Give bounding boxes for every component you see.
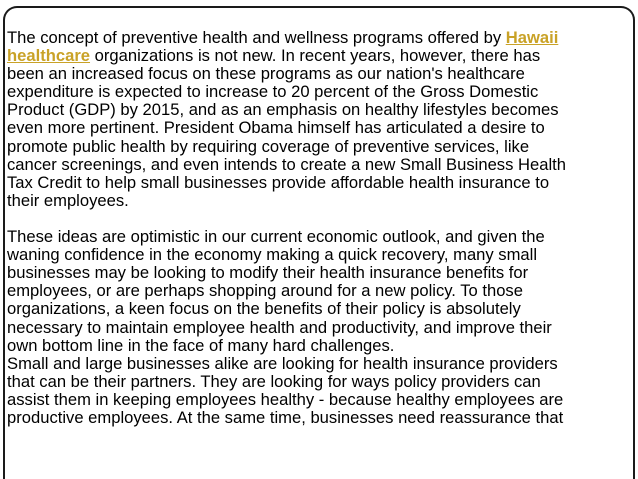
hawaii-link[interactable]: Hawaii [505, 28, 559, 47]
text-segment: organizations is not new. In recent years, however, there has [90, 46, 541, 66]
text-line: productive employees. At the same time, businesses need reassurance that [7, 407, 564, 427]
healthcare-link[interactable]: healthcare [7, 46, 91, 66]
text-segment: The concept of preventive health and wellness programs offered by [7, 28, 506, 47]
text-line: businesses may be looking to modify their health insurance benefits for [7, 263, 529, 283]
text-line [7, 47, 627, 65]
text-line: organizations, a keen focus on the benefits of their policy is absolutely [7, 299, 521, 319]
text-line: assist them in keeping employees healthy - because healthy employees are [7, 389, 564, 409]
text-line: Tax Credit to help small businesses provide affordable health insurance to [7, 172, 550, 192]
text-line: employees, or are perhaps shopping around for a new policy. To those [7, 281, 523, 301]
text-line: promote public health by requiring coverage of preventive services, like [7, 136, 530, 156]
text-line: expenditure is expected to increase to 20 percent of the Gross Domestic [7, 82, 539, 102]
text-line: cancer screenings, and even intends to create a new Small Business Health [7, 154, 566, 174]
text-line: their employees. [7, 190, 129, 210]
text-line: These ideas are optimistic in our current economic outlook, and given the [7, 227, 545, 247]
text-line: necessary to maintain employee health and productivity, and improve their [7, 317, 552, 337]
text-line: even more pertinent. President Obama himself has articulated a desire to [7, 118, 545, 138]
text-line: Small and large businesses alike are looking for health insurance providers [7, 353, 558, 373]
body-text [7, 29, 627, 427]
text-line [7, 29, 627, 47]
text-line: been an increased focus on these programs as our nation's healthcare [7, 64, 525, 84]
text-line: Product (GDP) by 2015, and as an emphasis on healthy lifestyles becomes [7, 100, 559, 120]
text-line: that can be their partners. They are looking for ways policy providers can [7, 371, 541, 391]
paragraph-gap [7, 210, 627, 228]
text-line: own bottom line in the face of many hard challenges. [7, 335, 395, 355]
text-line: waning confidence in the economy making a quick recovery, many small [7, 245, 538, 265]
